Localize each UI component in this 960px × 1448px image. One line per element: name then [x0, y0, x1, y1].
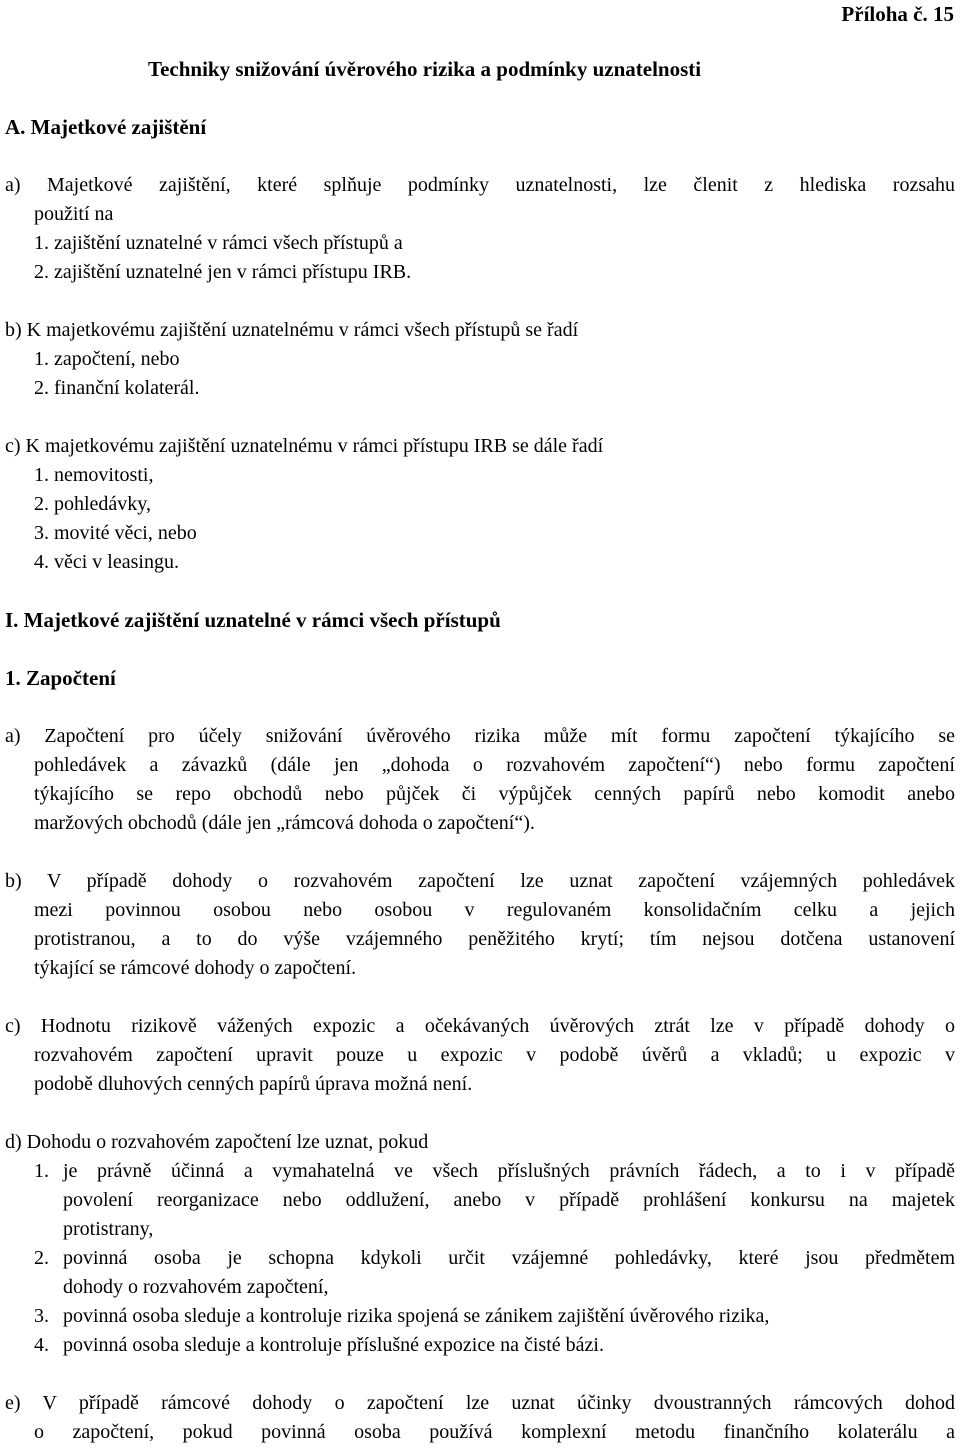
- para-d-item-2-line-1: povinná osoba je schopna kdykoli určit vzájemné pohledávky, které jsou předmětem: [63, 1247, 955, 1269]
- section-a-para-c-item-1: 1. nemovitosti,: [34, 464, 154, 486]
- section-a-para-a-item-1: 1. zajištění uznatelné v rámci všech přístupů a: [34, 232, 403, 254]
- subsection-1-heading: 1. Započtení: [5, 666, 116, 690]
- section-a-para-a-item-2: 2. zajištění uznatelné jen v rámci přístupu IRB.: [34, 261, 412, 283]
- para-a-line-1: a) Započtení pro účely snižování úvěrového rizika může mít formu započtení týkajícího se: [5, 725, 955, 747]
- para-b-line-4: týkající se rámcové dohody o započtení.: [34, 957, 357, 979]
- section-a-para-b-item-1: 1. započtení, nebo: [34, 348, 180, 370]
- section-a-para-a-line-1: a) Majetkové zajištění, které splňuje podmínky uznatelnosti, lze členit z hlediska rozsahu: [5, 174, 955, 196]
- appendix-label: Příloha č. 15: [841, 2, 954, 26]
- para-d-item-1-line-3: protistrany,: [63, 1218, 154, 1240]
- para-d-item-3-line-1: povinná osoba sleduje a kontroluje rizika spojená se zánikem zajištění úvěrového rizika,: [63, 1305, 770, 1327]
- section-a-para-c-item-4: 4. věci v leasingu.: [34, 551, 179, 573]
- para-b-line-1: b) V případě dohody o rozvahovém započtení lze uznat započtení vzájemných pohledávek: [5, 870, 955, 892]
- para-c-line-3: podobě dluhových cenných papírů úprava možná není.: [34, 1073, 473, 1095]
- para-c-line-2: rozvahovém započtení upravit pouze u expozic v podobě úvěrů a vkladů; u expozic v: [34, 1044, 955, 1066]
- para-d-item-1-line-2: povolení reorganizace nebo oddlužení, anebo v případě prohlášení konkursu na majetek: [63, 1189, 955, 1211]
- para-e-line-2: o započtení, pokud povinná osoba používá komplexní metodu finančního kolaterálu a: [34, 1421, 955, 1443]
- para-b-line-3: protistranou, a to do výše vzájemného peněžitého krytí; tím nejsou dotčena ustanovení: [34, 928, 955, 950]
- para-b-line-2: mezi povinnou osobou nebo osobou v regulovaném konsolidačním celku a jejich: [34, 899, 955, 921]
- para-d-item-1-number: 1.: [34, 1160, 49, 1182]
- section-a-para-a-line-2: použití na: [34, 203, 114, 225]
- para-d-item-1-line-1: je právně účinná a vymahatelná ve všech příslušných právních řádech, a to i v případě: [63, 1160, 955, 1182]
- para-d-item-2-line-2: dohody o rozvahovém započtení,: [63, 1276, 329, 1298]
- para-a-line-4: maržových obchodů (dále jen „rámcová dohoda o započtení“).: [34, 812, 535, 834]
- para-a-line-2: pohledávek a závazků (dále jen „dohoda o rozvahovém započtení“) nebo formu započtení: [34, 754, 955, 776]
- document-title: Techniky snižování úvěrového rizika a podmínky uznatelnosti: [148, 57, 702, 81]
- para-d-item-3-number: 3.: [34, 1305, 49, 1327]
- para-a-line-3: týkajícího se repo obchodů nebo půjček či výpůjček cenných papírů nebo komodit anebo: [34, 783, 955, 805]
- para-d-item-2-number: 2.: [34, 1247, 49, 1269]
- section-a-para-b-item-2: 2. finanční kolaterál.: [34, 377, 200, 399]
- para-d-item-4-line-1: povinná osoba sleduje a kontroluje příslušné expozice na čisté bázi.: [63, 1334, 604, 1356]
- section-a-para-b-line-1: b) K majetkovému zajištění uznatelnému v rámci všech přístupů se řadí: [5, 319, 579, 341]
- para-d-item-4-number: 4.: [34, 1334, 49, 1356]
- para-d-intro: d) Dohodu o rozvahovém započtení lze uznat, pokud: [5, 1131, 429, 1153]
- section-a-para-c-line-1: c) K majetkovému zajištění uznatelnému v rámci přístupu IRB se dále řadí: [5, 435, 604, 457]
- section-a-para-c-item-3: 3. movité věci, nebo: [34, 522, 197, 544]
- para-c-line-1: c) Hodnotu rizikově vážených expozic a očekávaných úvěrových ztrát lze v případě dohody o: [5, 1015, 955, 1037]
- section-a-heading: A. Majetkové zajištění: [5, 115, 207, 139]
- section-a-para-c-item-2: 2. pohledávky,: [34, 493, 152, 515]
- section-i-heading: I. Majetkové zajištění uznatelné v rámci všech přístupů: [5, 608, 501, 632]
- para-e-line-1: e) V případě rámcové dohody o započtení lze uznat účinky dvoustranných rámcových dohod: [5, 1392, 955, 1414]
